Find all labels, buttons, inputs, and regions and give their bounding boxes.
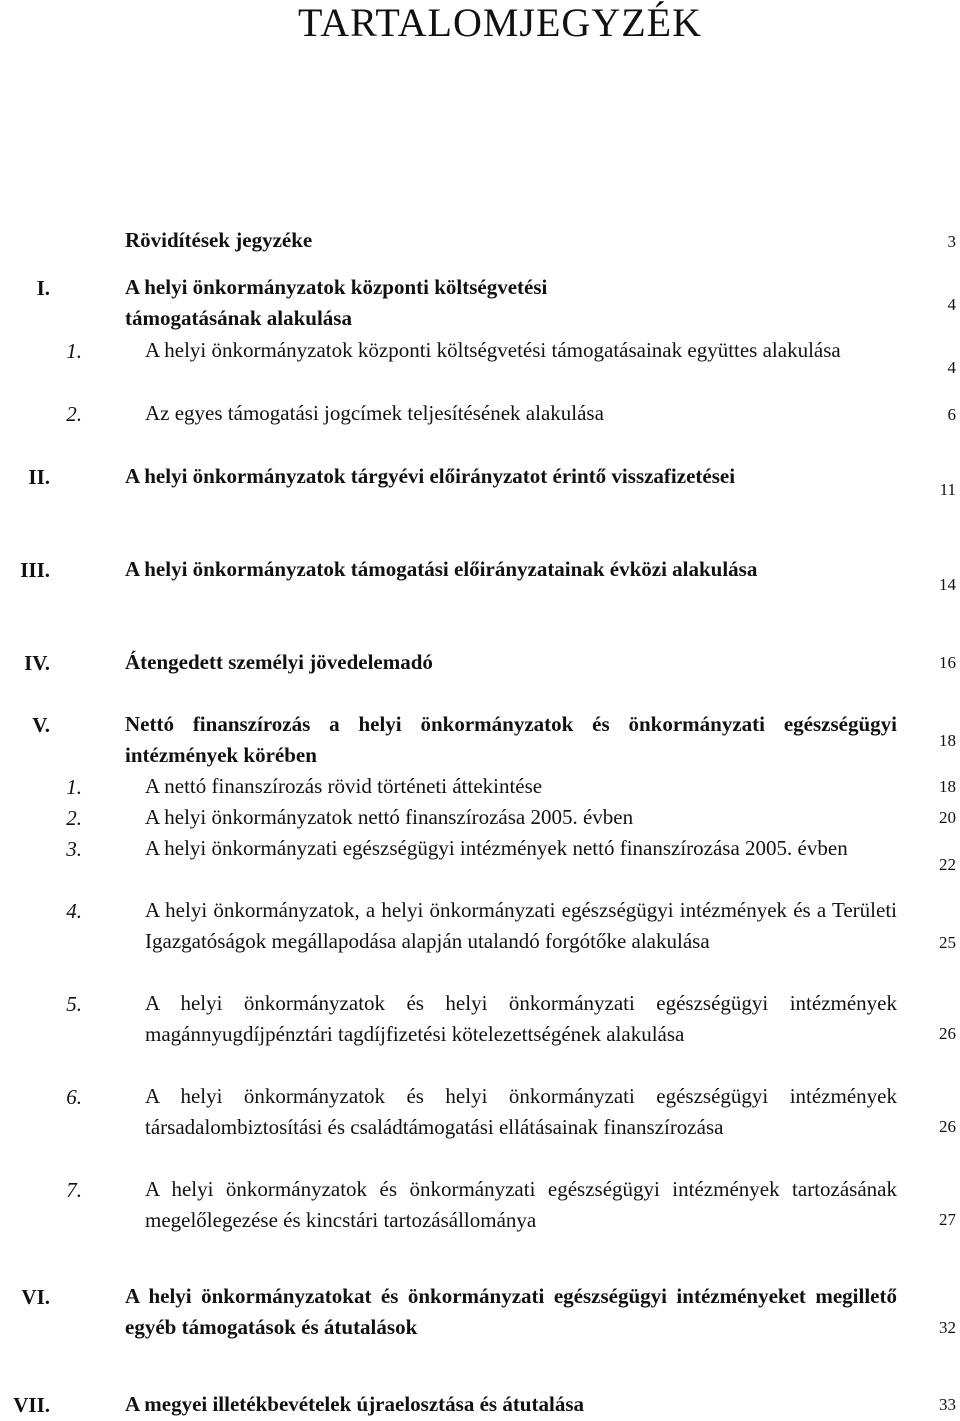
toc-entry-page: 20	[939, 808, 956, 827]
toc-entry-number: 5.	[66, 992, 82, 1016]
toc-entry-number: 2.	[66, 806, 82, 830]
toc-entry-page: 18	[939, 777, 956, 796]
toc-entry-text: Rövidítések jegyzéke	[125, 228, 313, 252]
toc-entry-text: A helyi önkormányzatok és önkormányzati egészségügyi intézmények tartozásának megelőlegezése és kincstári tartozásállománya	[145, 1177, 897, 1232]
toc-entry-text: A helyi önkormányzati egészségügyi intézmények nettó finanszírozása 2005. évben	[145, 836, 848, 860]
toc-entry-number: VI.	[21, 1285, 50, 1309]
toc-entry-number: V.	[32, 713, 50, 737]
toc-entry-page: 11	[939, 480, 956, 499]
toc-entry-page: 32	[939, 1318, 956, 1337]
toc-entry-page: 14	[939, 575, 956, 594]
toc-entry-number: 4.	[66, 899, 82, 923]
toc-entry-page: 18	[939, 731, 956, 750]
toc-entry-text: A helyi önkormányzatok, a helyi önkormányzati egészségügyi intézmények és a Területi Igazgatóságok megállapodása alapján utalandó forgótőke alakulása	[145, 898, 897, 953]
toc-entry-number: I.	[36, 276, 50, 300]
toc-entry-text: Nettó finanszírozás a helyi önkormányzatok és önkormányzati egészségügyi intézmények körében	[125, 712, 897, 767]
toc-entry-page: 25	[939, 933, 956, 952]
toc-entry-page: 22	[939, 855, 956, 874]
toc-entry-text: A nettó finanszírozás rövid történeti áttekintése	[145, 774, 543, 798]
toc-entry-page: 6	[947, 405, 956, 424]
toc-entry-text: A megyei illetékbevételek újraelosztása és átutalása	[125, 1392, 584, 1416]
toc-entry-number: 1.	[66, 775, 82, 799]
toc-entry-text: A helyi önkormányzatok és helyi önkormányzati egészségügyi intézmények magánnyugdíjpénztári tagdíjfizetési kötelezettségének alakulása	[145, 991, 897, 1046]
toc-entry-number: 1.	[66, 339, 82, 363]
toc-entry-text: A helyi önkormányzatokat és önkormányzati egészségügyi intézményeket megillető egyéb támogatások és átutalások	[125, 1284, 897, 1339]
toc-entry-number: 2.	[66, 402, 82, 426]
toc-entry-page: 26	[939, 1024, 956, 1043]
toc-entry-text: Átengedett személyi jövedelemadó	[125, 650, 433, 674]
toc-entry-number: II.	[28, 465, 50, 489]
toc-entry-page: 16	[939, 653, 956, 672]
toc-entry-text: A helyi önkormányzatok támogatási előirányzatainak évközi alakulása	[125, 557, 758, 581]
toc-entry-page: 33	[939, 1395, 956, 1414]
toc-entry-page: 27	[939, 1210, 956, 1229]
toc-entry-number: 7.	[66, 1178, 82, 1202]
toc-entry-page: 4	[947, 358, 956, 377]
toc-entry-text: A helyi önkormányzatok nettó finanszírozása 2005. évben	[145, 805, 634, 829]
toc-entry-number: IV.	[24, 651, 50, 675]
page-title: TARTALOMJEGYZÉK	[298, 0, 702, 45]
toc-entry-page: 26	[939, 1117, 956, 1136]
toc-entry-page: 4	[947, 295, 956, 314]
toc-entry-page: 3	[947, 232, 956, 251]
toc-entry-number: VII.	[13, 1393, 50, 1417]
toc-entry-text: A helyi önkormányzatok központi költségvetési támogatásának alakulása	[125, 275, 548, 330]
toc-entry-text: A helyi önkormányzatok központi költségvetési támogatásainak együttes alakulása	[145, 338, 841, 362]
toc-entry-number: III.	[20, 558, 50, 582]
toc-entry-text: A helyi önkormányzatok tárgyévi előirányzatot érintő visszafizetései	[125, 464, 736, 488]
toc-entry-text: Az egyes támogatási jogcímek teljesítésének alakulása	[145, 401, 604, 425]
toc-entry-text: A helyi önkormányzatok és helyi önkormányzati egészségügyi intézmények társadalombiztosítási és családtámogatási ellátásainak finanszírozása	[145, 1084, 897, 1139]
toc-entry-number: 3.	[66, 837, 82, 861]
toc-entry-number: 6.	[66, 1085, 82, 1109]
